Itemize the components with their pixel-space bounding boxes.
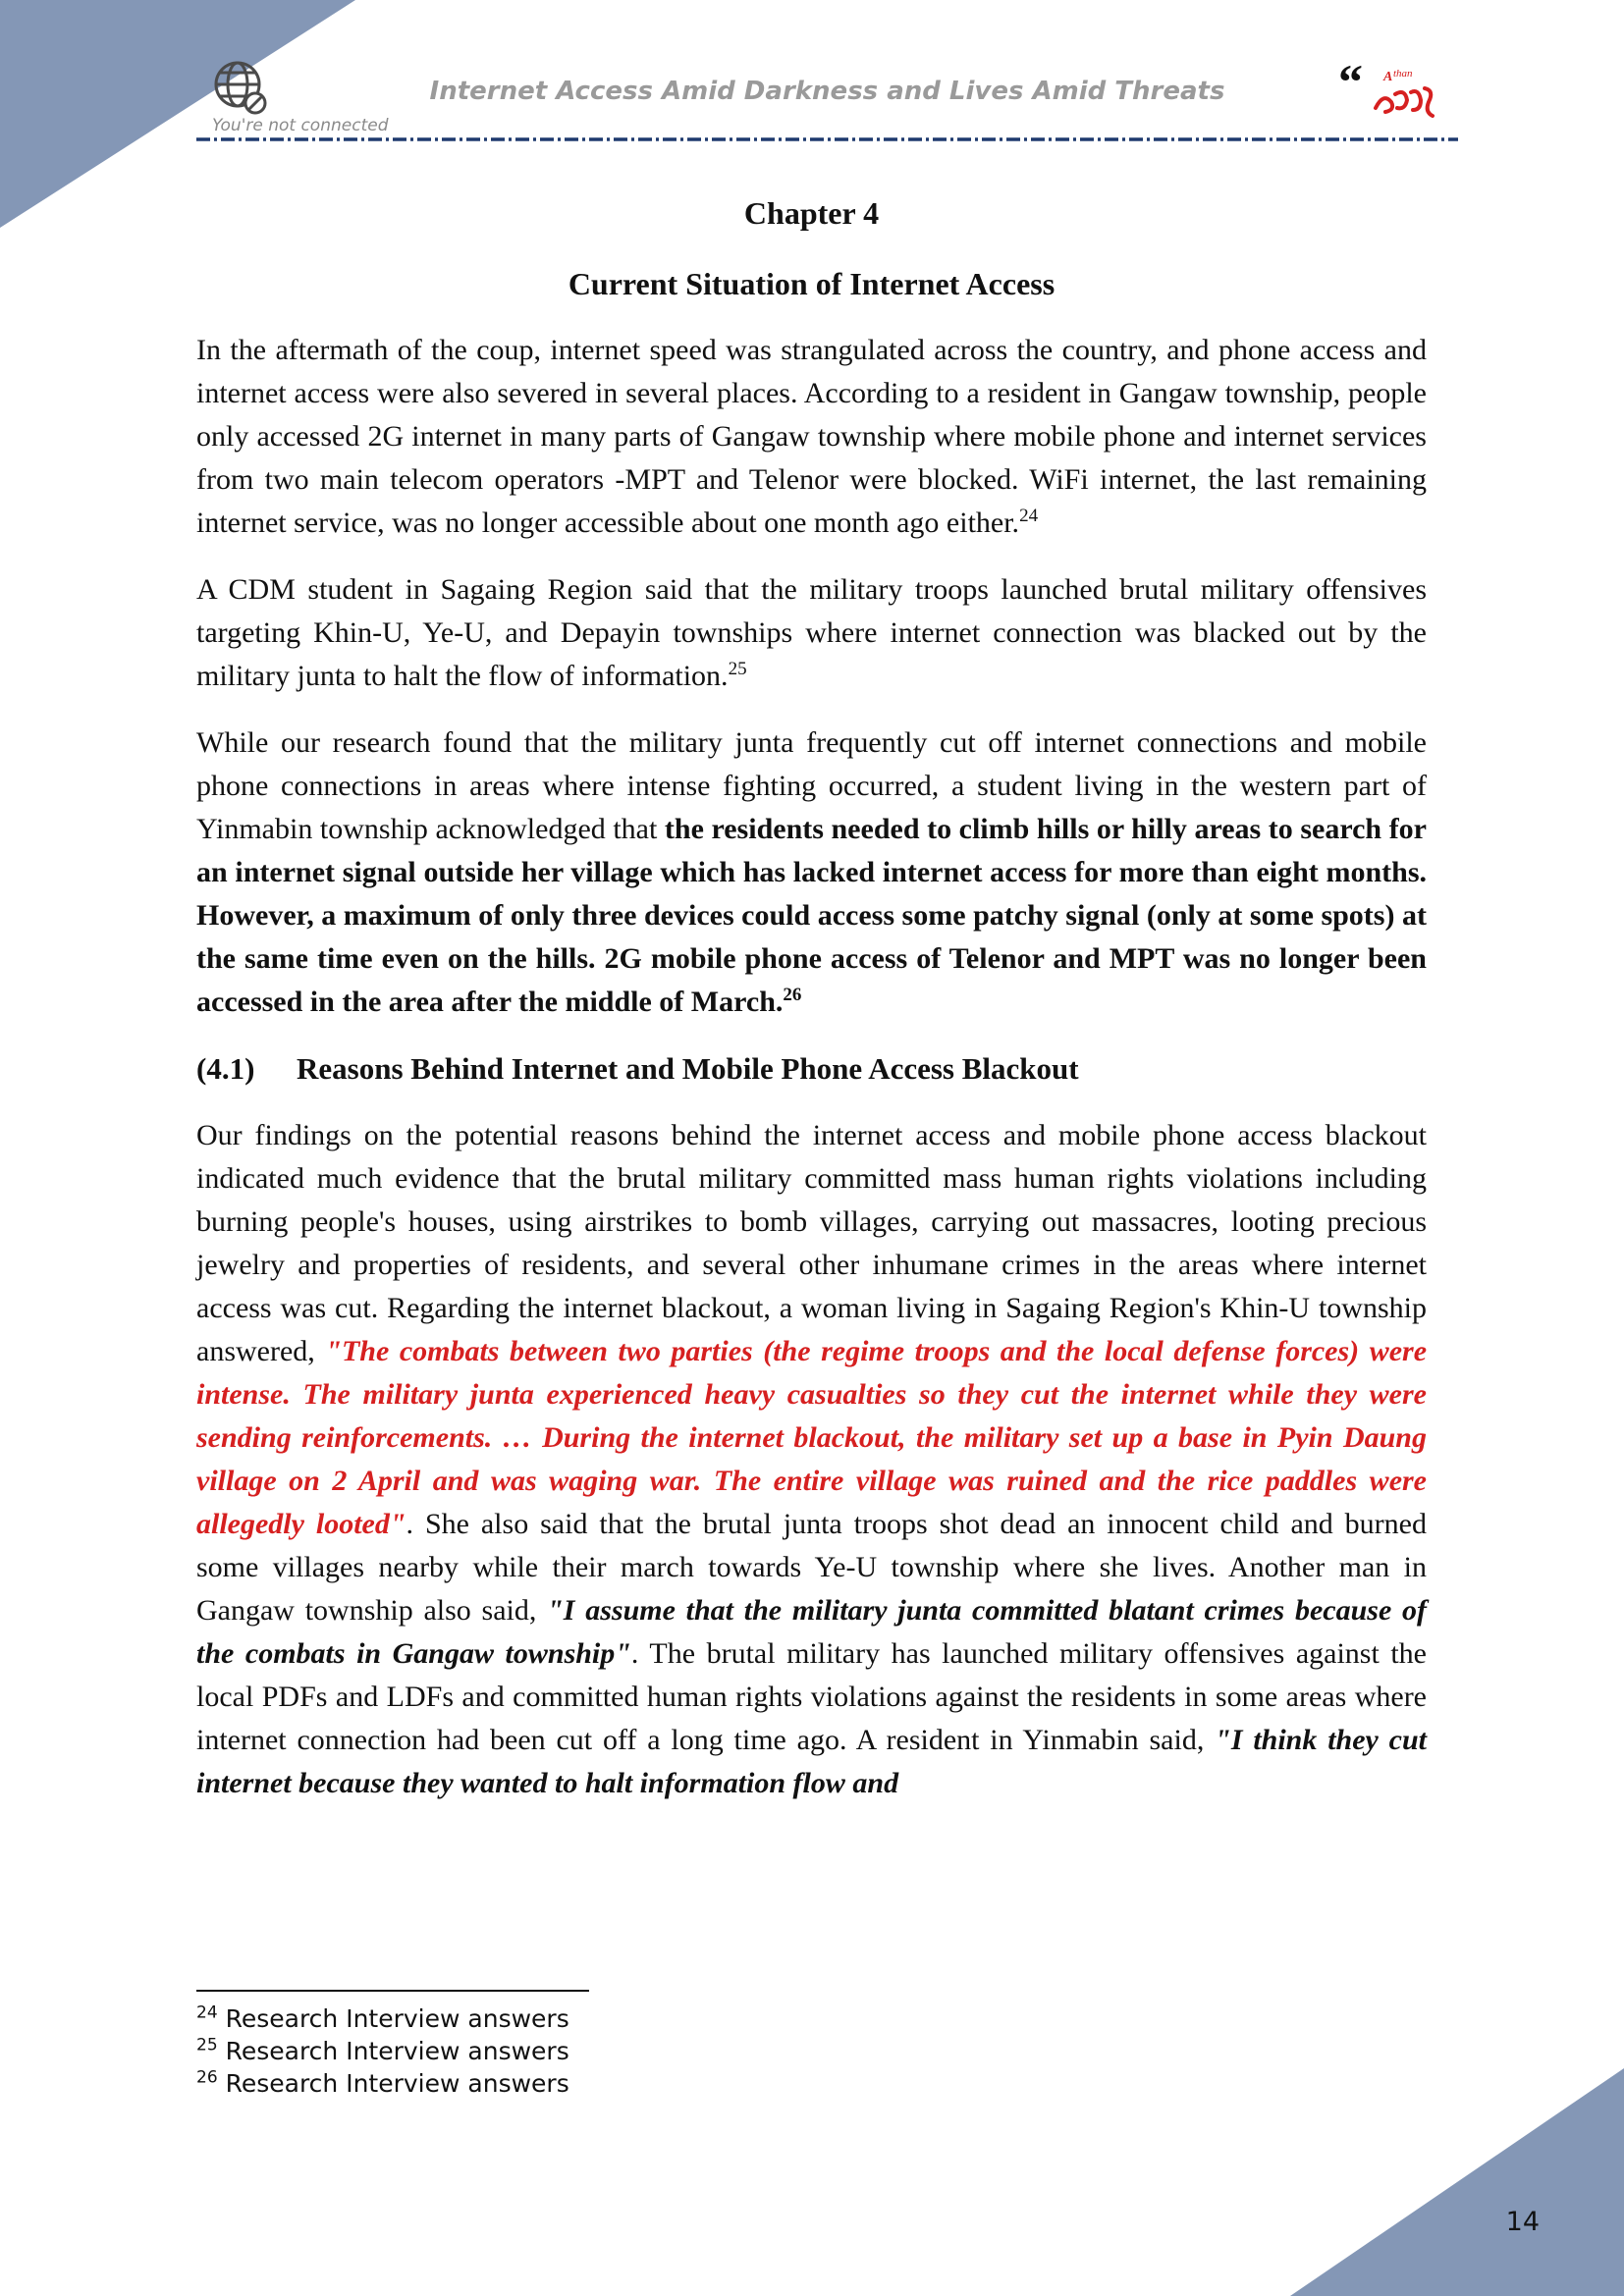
section-title: Current Situation of Internet Access (568, 266, 1056, 301)
footnote-25: $^{25}$ Research Interview answers (196, 2035, 569, 2065)
footnote-separator (196, 1990, 589, 1992)
offline-status-text: You're not connected (212, 116, 389, 135)
paragraph-3: While our research found that the military junta frequently cut off internet connections and mobile phone connections in areas where intense fighting occurred, a student living in the western part of Yinmabin township acknowledged that the residents needed to climb hills or hilly areas to search for an internet signal outside her village which has lacked internet access for more than eight months. However, a maximum of only three devices could access some patchy signal (only at some spots) at the same time even on the hills. 2G mobile phone access of Telenor and MPT was no longer been accessed in the area after the middle of March.$^{26}$ (196, 726, 1427, 1018)
footnote-24: $^{24}$ Research Interview answers (196, 2002, 569, 2033)
paragraph-2: A CDM student in Sagaing Region said that the military troops launched brutal military offensives targeting Khin-U, Ye-U, and Depayin townships where internet connection was blacked out by the military junta to halt the flow of information.$^{25}$ (196, 573, 1427, 692)
header-title: Internet Access Amid Darkness and Lives Amid Threats (429, 77, 1225, 106)
svg-text:A: A (1383, 70, 1393, 84)
quote-khin-u-resident: "The combats between two parties (the regime troops and the local defense forces) were intense. The military junta experienced heavy casualties so they cut the internet while they were sending reinforcements. … During the internet blackout, the military set up a base in Pyin Daung village on 2 April and was waging war. The entire village was ruined and the rice paddles were allegedly looted" (196, 1335, 1428, 1540)
header-divider (196, 135, 1458, 143)
page-number: 14 (1505, 2207, 1540, 2237)
paragraph-4: Our findings on the potential reasons behind the internet access and mobile phone access blackout indicated much evidence that the brutal military committed mass human rights violations including burning people's houses, using airstrikes to bomb villages, carrying out massacres, looting precious jewelry and properties of residents, and several other inhumane crimes in the areas where internet access was cut. Regarding the internet blackout, a woman living in Sagaing Region's Khin-U township answered, "The combats between two parties (the regime troops and the local defense forces) were intense. The military junta experienced heavy casualties so they cut the internet while they were sending reinforcements. … During the internet blackout, the military set up a base in Pyin Daung village on 2 April and was waging war. The entire village was ruined and the rice paddles were allegedly looted". She also said that the brutal junta troops shot dead an innocent child and burned some villages nearby while their march towards Ye-U township where she lives. Another man in Gangaw township also said, "I assume that the military junta committed blatant crimes because of the combats in Gangaw township". The brutal military has launched military offensives against the local PDFs and LDFs and committed human rights violations against the residents in some areas where internet connection had been cut off a long time ago. A resident in Yinmabin said, "I think they cut internet because they wanted to halt information flow and (196, 1119, 1428, 1799)
svg-text:than: than (1393, 68, 1413, 80)
subsection-title: Reasons Behind Internet and Mobile Phone Access Blackout (297, 1051, 1079, 1086)
footnote-26: $^{26}$ Research Interview answers (196, 2067, 569, 2098)
quote-gangaw-resident: "I assume that the military junta committed blatant crimes because of the combats in Gangaw township" (196, 1594, 1428, 1670)
athan-logo (1338, 59, 1446, 123)
quote-yinmabin-resident: "I think they cut internet because they wanted to halt information flow and (196, 1724, 1428, 1799)
paragraph-1: In the aftermath of the coup, internet speed was strangulated across the country, and phone access and internet access were also severed in several places. According to a resident in Gangaw township, people only accessed 2G internet in many parts of Gangaw township where mobile phone and internet services from two main telecom operators -MPT and Telenor were blocked. WiFi internet, the last remaining internet service, was no longer accessible about one month ago either.$^{24}$ (196, 334, 1427, 539)
corner-decoration-bottom-right (1290, 2068, 1624, 2296)
page-content (196, 191, 1427, 1829)
subsection-heading (196, 1047, 1427, 1091)
bold-finding: the residents needed to climb hills or hilly areas to search for an internet signal outside her village which has lacked internet access for more than eight months. However, a maximum of only three devices could access some patchy signal (only at some spots) at the same time even on the hills. 2G mobile phone access of Telenor and MPT was no longer been accessed in the area after the middle of March. (196, 813, 1427, 1018)
footnote-ref-26[interactable]: 26 (783, 985, 802, 1005)
footnotes (196, 2002, 569, 2100)
page-header (196, 54, 1458, 147)
subsection-number: (4.1) (196, 1051, 255, 1086)
footnote-ref-24[interactable]: 24 (1019, 506, 1039, 526)
chapter-heading: Chapter 4 (743, 195, 880, 231)
svg-text:“: “ (1338, 59, 1363, 109)
footnote-ref-25[interactable]: 25 (728, 659, 747, 679)
